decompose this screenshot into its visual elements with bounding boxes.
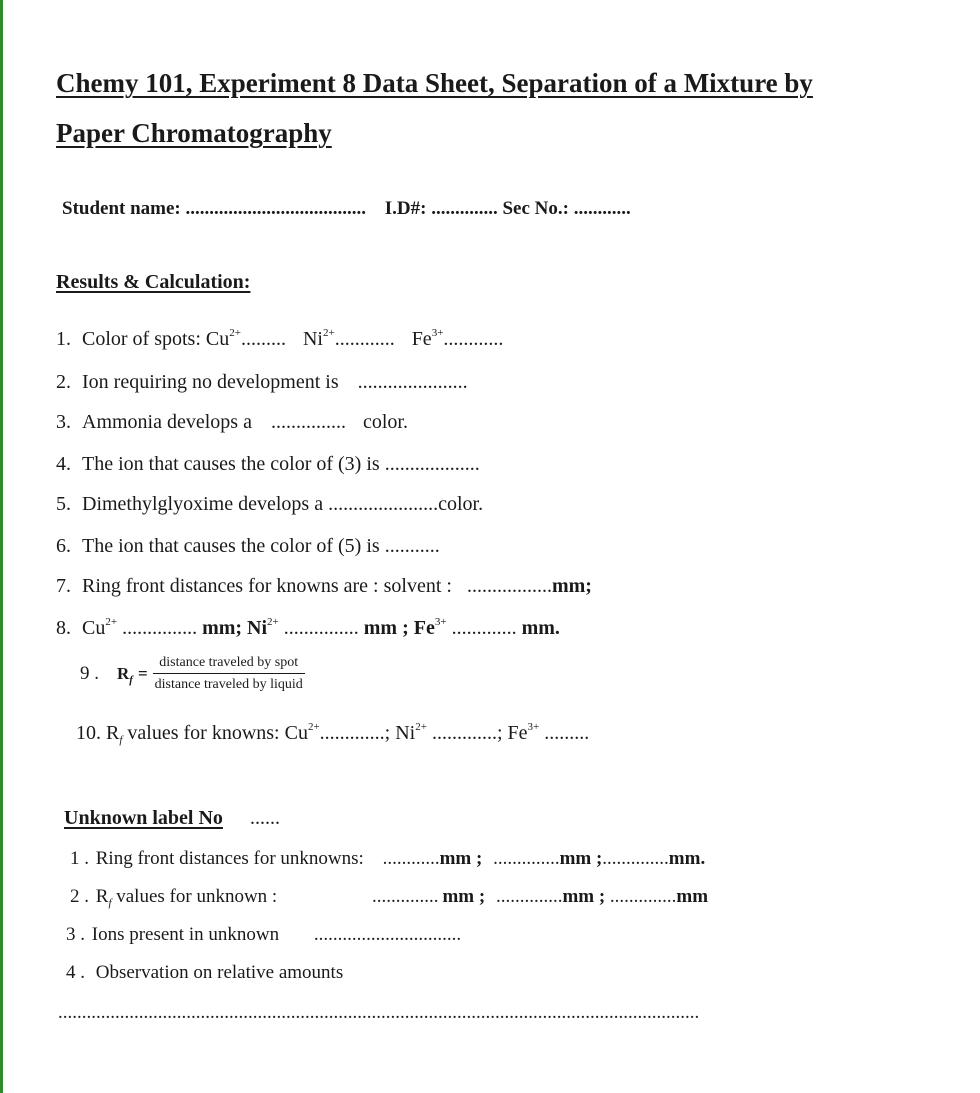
question-text: Ring front distances for knowns are : solvent : [82, 575, 452, 597]
ion-ni: Ni [395, 722, 416, 744]
question-8 [56, 617, 560, 640]
student-name-field[interactable]: ...................................... [185, 198, 367, 219]
id-field[interactable]: .............. [431, 198, 498, 219]
ion-charge: 2+ [307, 721, 320, 733]
rf-symbol: $R_f$ [106, 722, 123, 746]
question-4 [56, 453, 480, 476]
answer-blank[interactable]: ........... [384, 535, 440, 557]
question-text: values for unknown : [116, 886, 278, 907]
ions-present-blank[interactable]: ............................... [313, 924, 462, 945]
distance-blank-2[interactable]: .............. [493, 848, 560, 869]
ion-ni: Ni [302, 328, 323, 350]
rf-blank-1[interactable]: .............. [371, 886, 439, 907]
ni-distance-blank[interactable]: ............... [283, 617, 359, 639]
question-number: 1 . [70, 848, 89, 869]
unit-label: mm. [521, 617, 560, 639]
distance-blank-3[interactable]: .............. [602, 848, 669, 869]
answer-blank[interactable]: ................... [384, 453, 480, 475]
question-text: Dimethylglyoxime develops a [82, 493, 324, 515]
answer-blank[interactable]: ...................... [357, 371, 468, 393]
unit-label: mm [676, 886, 709, 907]
student-info-row [62, 198, 631, 220]
rf-symbol: $R_f$ [95, 886, 112, 909]
question-number: 7. [56, 575, 71, 597]
unit-label: mm ; [562, 886, 606, 907]
question-text: Observation on relative amounts [95, 962, 344, 983]
question-text: Ions present in unknown [91, 924, 280, 945]
unit-label: mm ; [439, 848, 483, 869]
section-label: Sec No.: [502, 198, 569, 219]
question-text: Ammonia develops a [82, 411, 252, 433]
ion-charge: 2+ [229, 327, 241, 339]
cu-distance-blank[interactable]: ............... [122, 617, 198, 639]
ion-cu: Cu [205, 328, 230, 350]
ion-fe: Fe [411, 328, 432, 350]
unknown-question-4 [66, 962, 343, 984]
unknown-question-3 [66, 924, 461, 946]
answer-blank[interactable]: ............... [270, 411, 346, 433]
question-number: 10. [76, 722, 101, 744]
fraction-numerator: distance traveled by spot [153, 655, 305, 674]
ion-charge: 3+ [431, 327, 444, 339]
fe-rf-blank[interactable]: ......... [544, 722, 590, 744]
question-number: 3 . [66, 924, 85, 945]
ni-rf-blank[interactable]: ............. [431, 722, 497, 744]
ion-charge: 2+ [415, 721, 427, 733]
unit-label: mm; Ni [202, 617, 268, 639]
results-heading: Results & Calculation: [56, 271, 251, 293]
question-text: The ion that causes the color of (5) is [82, 535, 380, 557]
section-field[interactable]: ............ [573, 198, 631, 219]
page-border-left [0, 0, 3, 1093]
fe-color-blank[interactable]: ............ [443, 328, 504, 350]
distance-blank-1[interactable]: ............ [382, 848, 440, 869]
question-9-rf-formula [80, 655, 305, 693]
question-5 [56, 493, 483, 516]
question-7 [56, 575, 592, 598]
question-number: 3. [56, 411, 71, 433]
question-text: The ion that causes the color of (3) is [82, 453, 380, 475]
ni-color-blank[interactable]: ............ [334, 328, 395, 350]
unit-label: mm; [551, 575, 592, 597]
rf-fraction [153, 655, 305, 693]
page-title-line-2: Paper Chromatography [56, 118, 332, 148]
rf-blank-3[interactable]: .............. [609, 886, 677, 907]
question-2 [56, 371, 468, 394]
unknown-question-1 [70, 848, 705, 870]
unknown-heading: Unknown label No [64, 807, 223, 829]
question-number: 6. [56, 535, 71, 557]
observation-answer-line[interactable]: ....................................................................................................................................... [58, 1002, 700, 1023]
question-text: Ring front distances for unknowns: [95, 848, 364, 869]
ion-charge: 2+ [267, 616, 279, 628]
question-text: Color of spots: [82, 328, 201, 350]
ion-cu: Cu [82, 617, 106, 639]
question-number: 4. [56, 453, 71, 475]
question-text: values for knowns: Cu [127, 722, 308, 744]
ion-charge: 3+ [527, 721, 540, 733]
equals-sign: = [137, 664, 148, 683]
question-number: 5. [56, 493, 71, 515]
rf-symbol: $R_f$ [117, 664, 133, 686]
question-number: 1. [56, 328, 71, 350]
unknown-heading-row [64, 807, 280, 830]
unknown-question-2 [70, 886, 708, 908]
question-number: 9 . [80, 663, 99, 684]
rf-blank-2[interactable]: .............. [495, 886, 563, 907]
ion-charge: 3+ [434, 616, 447, 628]
separator: ; Fe [496, 722, 528, 744]
cu-color-blank[interactable]: ......... [240, 328, 286, 350]
question-text: Ion requiring no development is [82, 371, 339, 393]
page-title-line-1: Chemy 101, Experiment 8 Data Sheet, Separation of a Mixture by [56, 68, 813, 98]
question-suffix: color. [362, 411, 408, 433]
solvent-distance-blank[interactable]: ................. [466, 575, 552, 597]
question-number: 2. [56, 371, 71, 393]
student-name-label: Student name: [62, 198, 181, 219]
unit-label: mm. [668, 848, 706, 869]
cu-rf-blank[interactable]: .............; [319, 722, 391, 744]
question-number: 2 . [70, 886, 89, 907]
question-1 [56, 328, 503, 351]
unit-label: mm ; Fe [363, 617, 435, 639]
id-label: I.D#: [384, 198, 427, 219]
question-3 [56, 411, 408, 434]
fe-distance-blank[interactable]: ............. [451, 617, 517, 639]
ion-charge: 2+ [322, 327, 335, 339]
question-6 [56, 535, 440, 558]
ion-charge: 2+ [105, 616, 118, 628]
unit-label: mm ; [559, 848, 603, 869]
fraction-denominator: distance traveled by liquid [154, 677, 303, 692]
question-number: 4 . [66, 962, 85, 983]
unit-label: mm ; [442, 886, 486, 907]
question-10 [76, 722, 589, 745]
unknown-number-blank[interactable]: ...... [249, 807, 280, 829]
answer-blank[interactable]: ...................... [328, 493, 439, 515]
question-suffix: color. [438, 493, 484, 515]
question-number: 8. [56, 617, 71, 639]
